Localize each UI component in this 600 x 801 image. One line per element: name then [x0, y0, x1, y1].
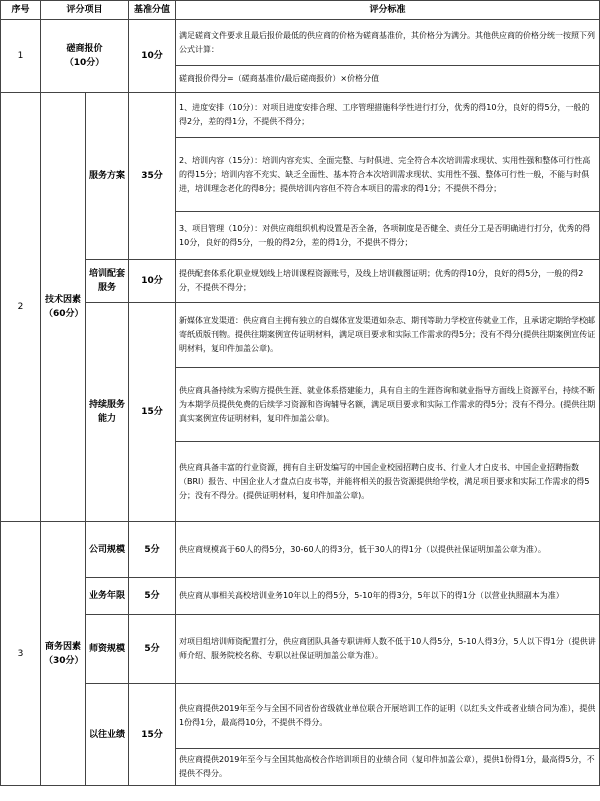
service-plan-std-content: 2、培训内容（15分）：培训内容充实、全面完整、与时俱进、完全符合本次培训需求现状、实用性强和整体可行性高的得15分；培训内容不充实、缺乏全面性、基本符合本次培训需求现状、实用性不强、整体可行性一般，不能与时俱进，培训理念老化的得8分；提供培训内容但不符合本项目的需求的得1分；不提供不得分； — [176, 138, 600, 212]
table-row — [1, 93, 600, 138]
continuous-service-std-platform: 供应商具备持续为采购方提供生涯、就业体系搭建能力，具有自主的生涯咨询和就业指导方面线上资源平台，持续不断为本期学员提供免费的后续学习资源和咨询辅导名额，满足项目要求和实际工作需求的得5分；没有不得分。(提供往期真实案例宣传证明材料，复印件加盖公章)。 — [176, 368, 600, 442]
header-standard: 评分标准 — [176, 1, 600, 20]
business-category-label: 商务因素 — [44, 641, 81, 652]
service-plan-std-schedule: 1、进度安排（10分）：对项目进度安排合理、工序管理措施科学性进行打分，优秀的得10分，良好的得5分，一般的得2分，差的得1分，不提供不得分； — [176, 93, 600, 138]
price-item-points: （10分） — [64, 58, 105, 68]
technical-category-label: 技术因素 — [44, 295, 81, 305]
continuous-service-label: 持续服务能力 — [86, 303, 129, 522]
table-row — [1, 684, 600, 749]
business-years-label: 业务年限 — [86, 578, 129, 615]
table-row — [1, 615, 600, 684]
service-plan-std-management: 3、项目管理（10分）：对供应商组织机构设置是否全备，各项制度是否健全、责任分工是否明确进行打分，优秀的得10分，良好的得5分，一般的得2分，差的得1分，不提供不得分； — [176, 212, 600, 260]
past-performance-score: 15分 — [129, 684, 176, 786]
header-base-score: 基准分值 — [129, 1, 176, 20]
business-category — [41, 522, 86, 786]
price-item — [41, 20, 129, 93]
service-plan-score: 35分 — [129, 93, 176, 260]
service-plan-label: 服务方案 — [86, 93, 129, 260]
past-performance-std-provincial: 供应商提供2019年至今与全国不同省份省级就业单位联合开展培训工作的证明（以红头文件或者业绩合同为准），提供1份得1分，最高得10分，不提供不得分。 — [176, 684, 600, 749]
continuous-service-std-resources: 供应商具备丰富的行业资源，拥有自主研发编写的中国企业校园招聘白皮书、行业人才白皮书、中国企业招聘指数（BRI）报告、中国企业人才盘点白皮书等，并能将相关的报告资源提供给学校，满足项目要求和实际工作需求的得5分；没有不得分。(提供证明材料，复印件加盖公章)。 — [176, 442, 600, 522]
past-performance-std-universities: 供应商提供2019年至今与全国其他高校合作培训项目的业绩合同（复印件加盖公章），提供1份得1分，最高得5分，不提供不得分。 — [176, 749, 600, 786]
table-row — [1, 522, 600, 578]
continuous-service-score: 15分 — [129, 303, 176, 522]
training-service-std: 提供配套体系化职业规划线上培训课程资源账号，及线上培训截图证明；优秀的得10分，良好的得5分，一般的得2分，不提供不得分； — [176, 260, 600, 303]
table-row — [1, 578, 600, 615]
past-performance-label: 以往业绩 — [86, 684, 129, 786]
business-category-points: （30分） — [44, 655, 84, 666]
training-service-score: 10分 — [129, 260, 176, 303]
continuous-service-std-media: 新媒体宣发渠道：供应商自主拥有独立的自媒体宣发渠道如杂志、期刊等助力学校宣传就业工作，且承诺定期给学校邮寄纸质版刊物。提供往期案例宣传证明材料，满足项目要求和实际工作需求的得5分；没有不得分(提供往期案例宣传证明材料，复印件加盖公章)。 — [176, 303, 600, 368]
table-row — [1, 260, 600, 303]
price-score: 10分 — [129, 20, 176, 93]
technical-category — [41, 93, 86, 522]
business-years-score: 5分 — [129, 578, 176, 615]
price-item-label: 磋商报价 — [66, 44, 103, 54]
technical-category-points: （60分） — [44, 309, 84, 319]
company-size-score: 5分 — [129, 522, 176, 578]
table-row — [1, 303, 600, 368]
header-item: 评分项目 — [41, 1, 129, 20]
table-row — [1, 20, 600, 66]
company-size-label: 公司规模 — [86, 522, 129, 578]
row-seq: 3 — [1, 522, 41, 786]
company-size-std: 供应商规模高于60人的得5分，30-60人的得3分，低于30人的得1分（以提供社保证明加盖公章为准）。 — [176, 522, 600, 578]
business-years-std: 供应商从事相关高校培训业务10年以上的得5分，5-10年的得3分，5年以下的得1分（以营业执照副本为准） — [176, 578, 600, 615]
training-service-label: 培训配套服务 — [86, 260, 129, 303]
faculty-std: 对项目组培训师资配置打分，供应商团队具备专职讲师人数不低于10人得5分，5-10人得3分，5人以下得1分（提供讲师介绍、服务院校名称、专职以社保证明加盖公章为准）。 — [176, 615, 600, 684]
header-seq: 序号 — [1, 1, 41, 20]
row-seq: 1 — [1, 20, 41, 93]
table-header-row — [1, 1, 600, 20]
row-seq: 2 — [1, 93, 41, 522]
faculty-label: 师资规模 — [86, 615, 129, 684]
price-formula: 磋商报价得分=（磋商基准价/最后磋商报价）×价格分值 — [176, 66, 600, 93]
faculty-score: 5分 — [129, 615, 176, 684]
price-standard: 满足磋商文件要求且最后报价最低的供应商的价格为磋商基准价，其价格分为满分。其他供应商的价格分统一按照下列公式计算： — [176, 20, 600, 66]
